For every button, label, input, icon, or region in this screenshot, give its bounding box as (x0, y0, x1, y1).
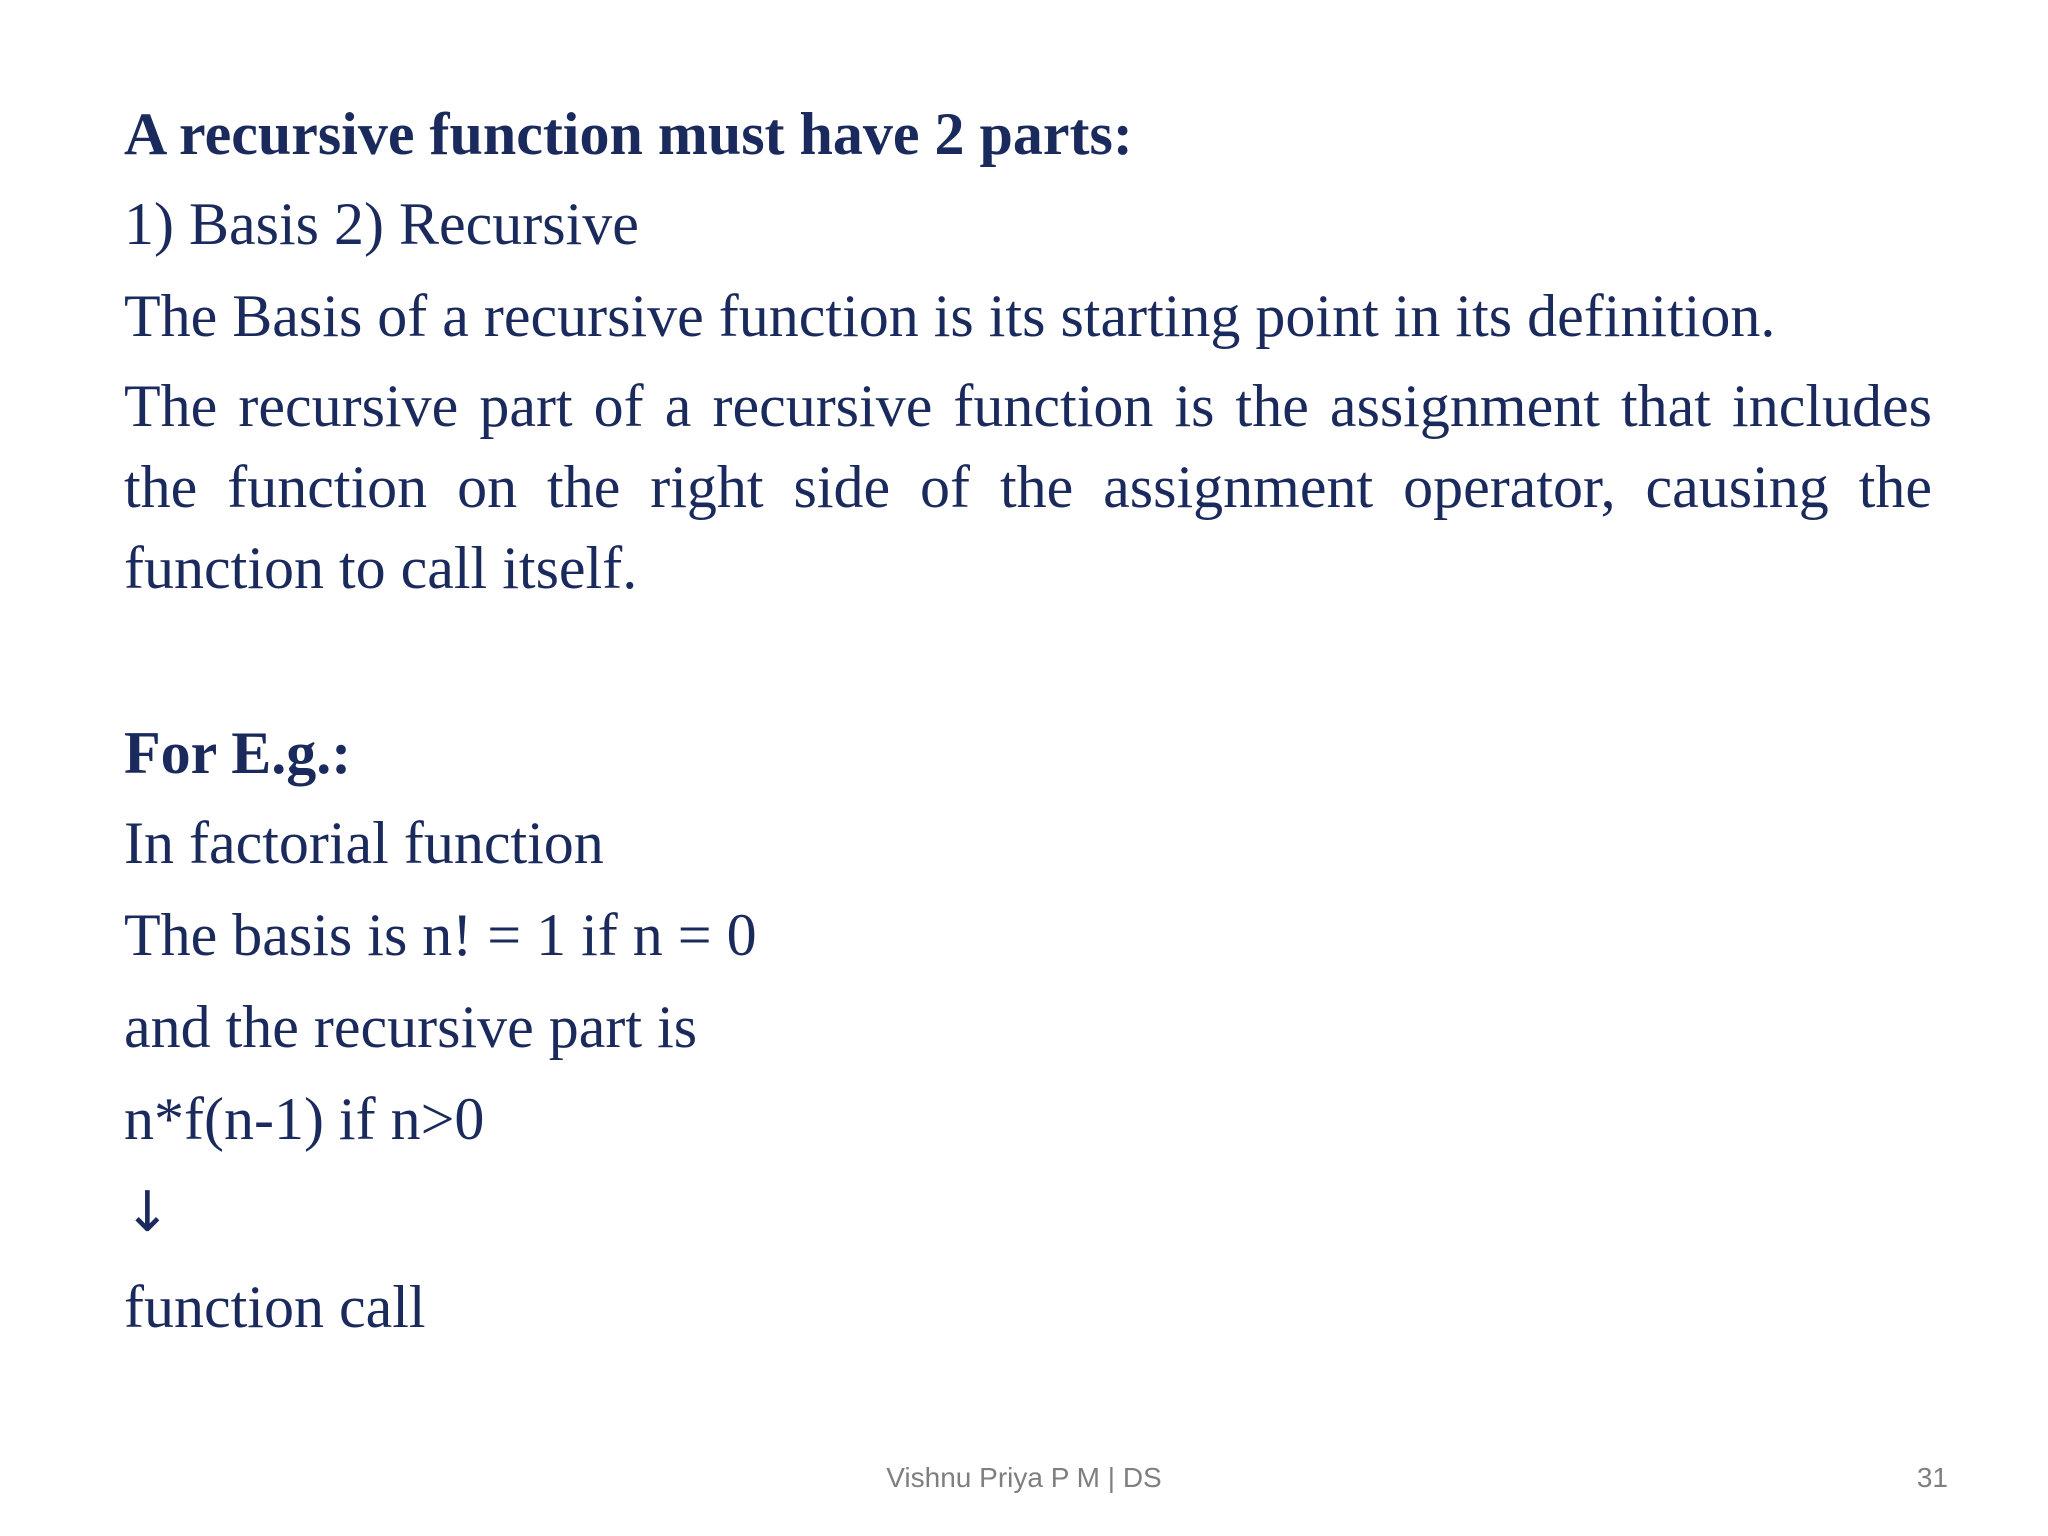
example-line-basis: The basis is n! = 1 if n = 0 (124, 902, 757, 968)
function-call-caption: function call (124, 1274, 426, 1340)
recursive-definition: The recursive part of a recursive function is the assignment that includes the function on the right side of the assignment operator, causing the function to call itself. (124, 373, 1932, 601)
basis-definition: The Basis of a recursive function is its starting point in its definition. (124, 283, 1776, 349)
footer-author: Vishnu Priya P M | DS (886, 1462, 1162, 1493)
example-line-recursive-intro: and the recursive part is (124, 994, 698, 1060)
example-heading: For E.g.: (124, 720, 352, 786)
page-number: 31 (1916, 1462, 1948, 1493)
down-arrow-icon: ↓ (124, 1180, 171, 1245)
spacer (124, 609, 1932, 709)
example-line-recursive-formula: n*f(n-1) if n>0 (124, 1086, 485, 1152)
example-line-factorial: In factorial function (124, 810, 604, 876)
parts-line: 1) Basis 2) Recursive (124, 191, 639, 257)
slide-heading: A recursive function must have 2 parts: (124, 101, 1133, 167)
slide-content (124, 90, 1932, 1353)
